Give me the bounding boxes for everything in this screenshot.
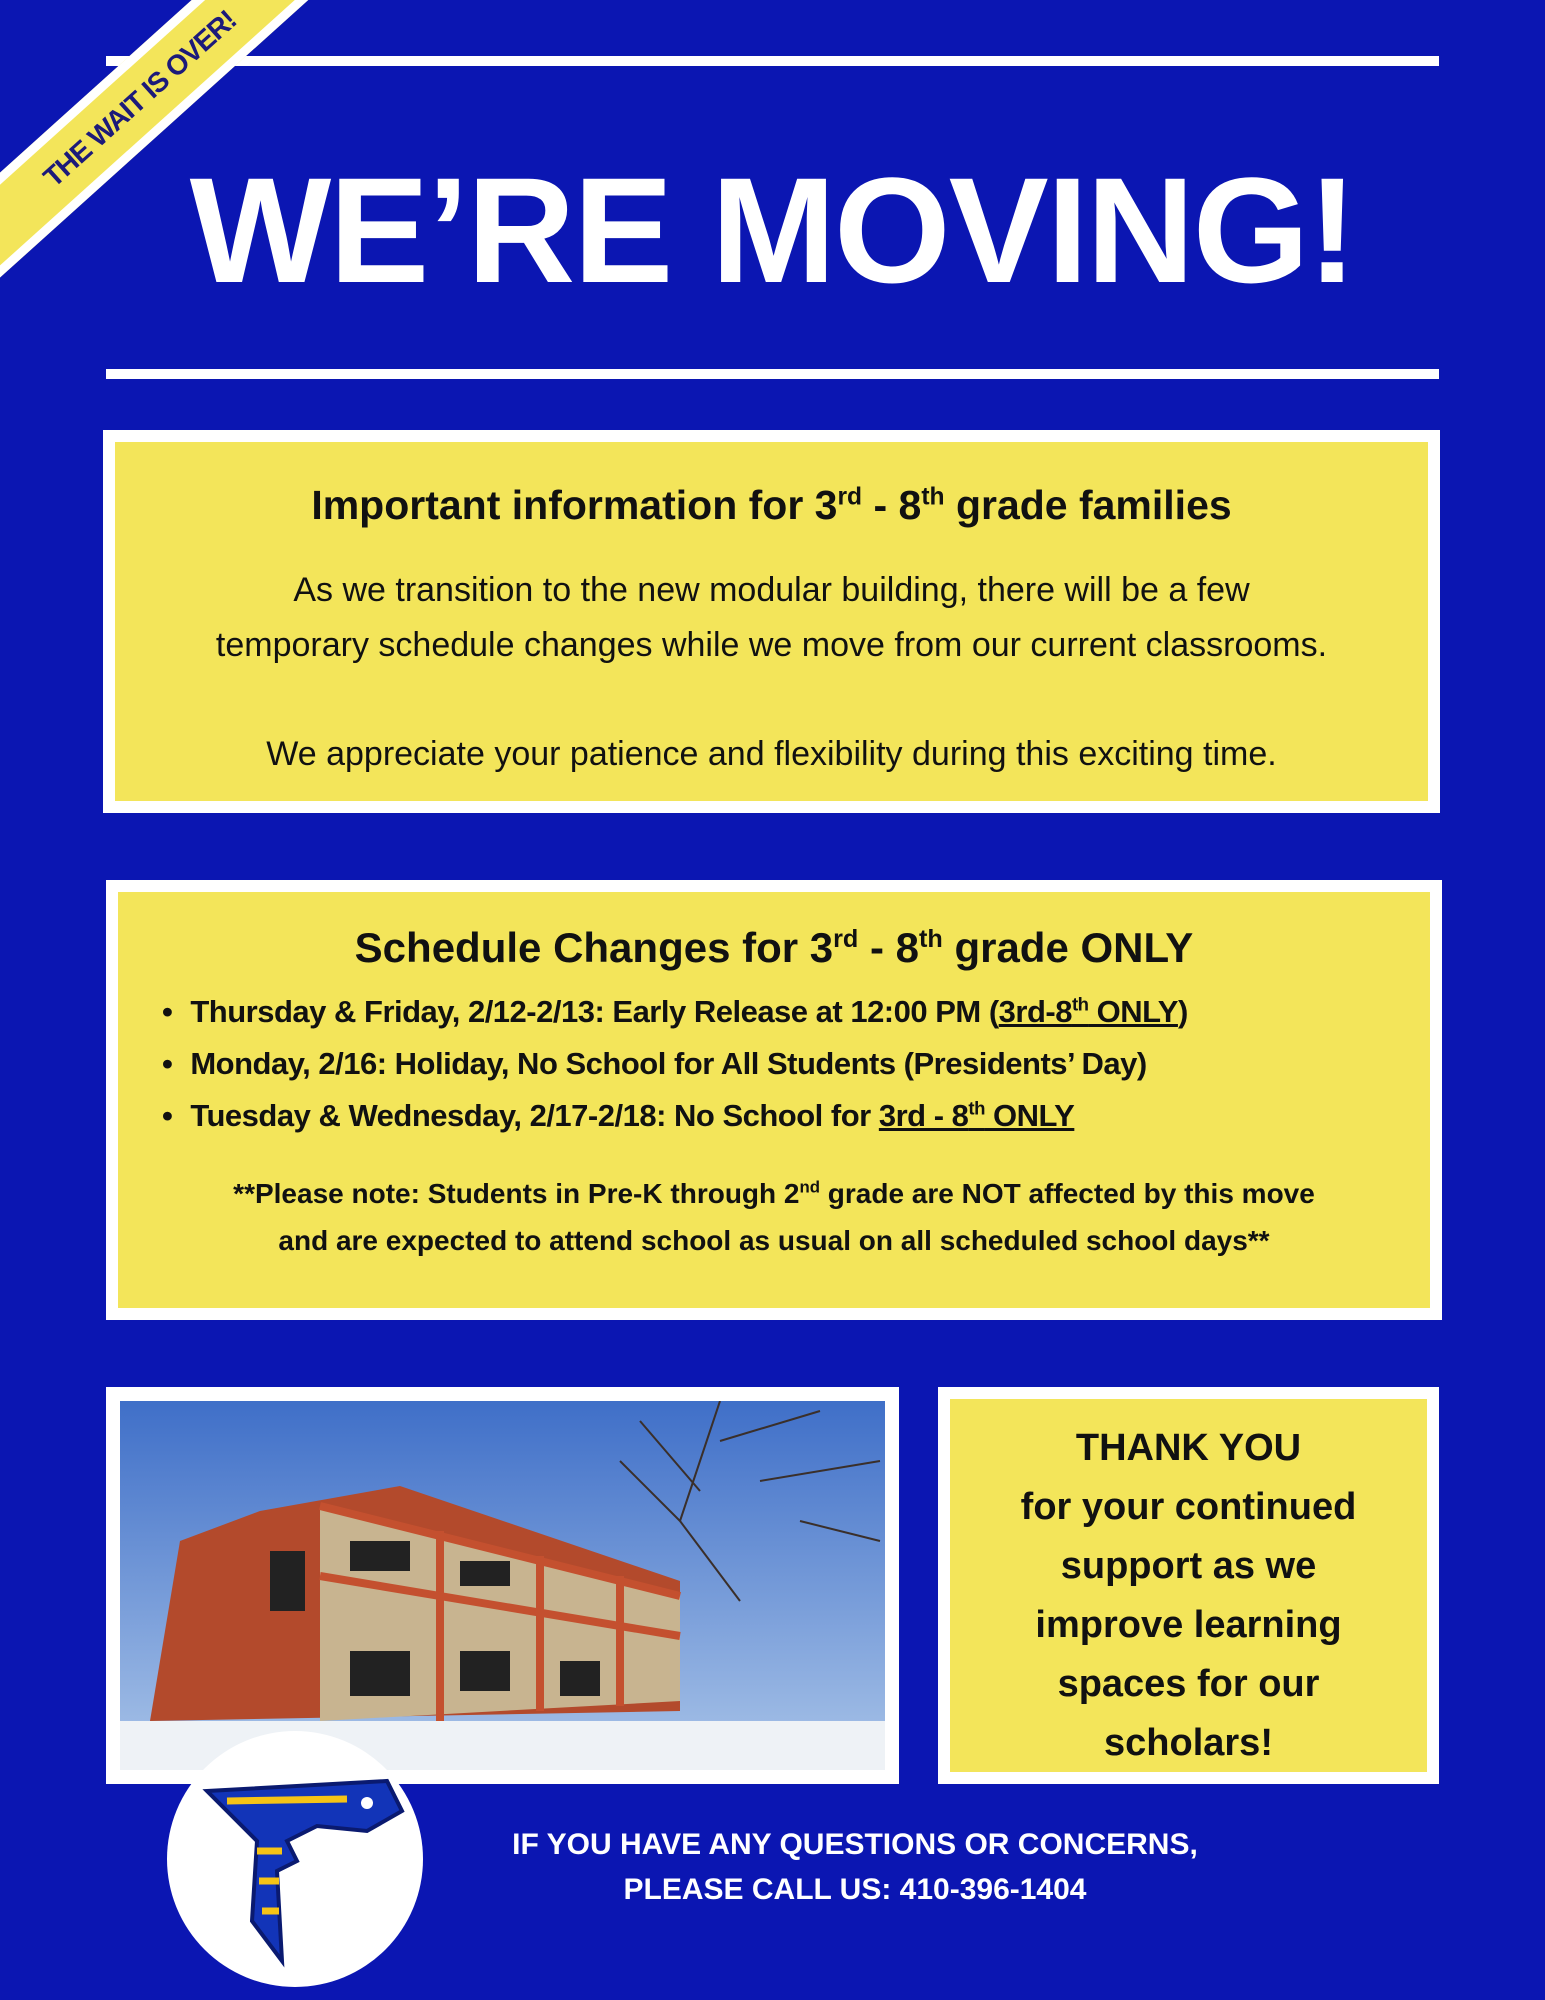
footer-line-1: IF YOU HAVE ANY QUESTIONS OR CONCERNS,: [512, 1828, 1198, 1861]
contact-footer: [380, 1822, 1330, 1912]
info-paragraph-2: We appreciate your patience and flexibility during this exciting time.: [266, 735, 1277, 773]
bottom-rule: [106, 369, 1439, 379]
info-box: [103, 430, 1440, 813]
building-photo: [106, 1387, 899, 1784]
schedule-heading: Schedule Changes for 3rd - 8th grade ONLY: [354, 924, 1194, 971]
footer-phone: PLEASE CALL US: 410-396-1404: [623, 1873, 1087, 1906]
thanks-line: scholars!: [1104, 1722, 1273, 1764]
thanks-line: support as we: [1060, 1545, 1317, 1587]
info-paragraph-1: As we transition to the new modular building, there will be a few temporary schedule changes while we move from our current classrooms.: [215, 571, 1328, 664]
top-rule: [106, 56, 1439, 66]
schedule-box: [106, 880, 1442, 1320]
schedule-item: • Thursday & Friday, 2/12-2/13: Early Release at 12:00 PM (3rd-8th ONLY): [162, 986, 1410, 1038]
schedule-list: [162, 986, 1410, 1142]
thanks-line: spaces for our: [1057, 1663, 1320, 1705]
info-heading: Important information for 3rd - 8th grade families: [311, 482, 1232, 528]
banner-text: THE WAIT IS OVER!: [37, 4, 242, 193]
page-title: WE’RE MOVING!: [189, 146, 1356, 314]
thanks-line: for your continued: [1020, 1486, 1357, 1528]
schedule-item: • Tuesday & Wednesday, 2/17-2/18: No School for 3rd - 8th ONLY: [162, 1090, 1410, 1142]
schedule-note: **Please note: Students in Pre-K through 2nd grade are NOT affected by this move and are expected to attend school as usual on all scheduled school days**: [233, 1177, 1315, 1256]
schedule-item: • Monday, 2/16: Holiday, No School for All Students (Presidents’ Day): [162, 1038, 1410, 1090]
thank-you-box: [938, 1387, 1439, 1784]
thanks-line: improve learning: [1035, 1604, 1342, 1646]
thanks-line: THANK YOU: [1075, 1427, 1302, 1469]
